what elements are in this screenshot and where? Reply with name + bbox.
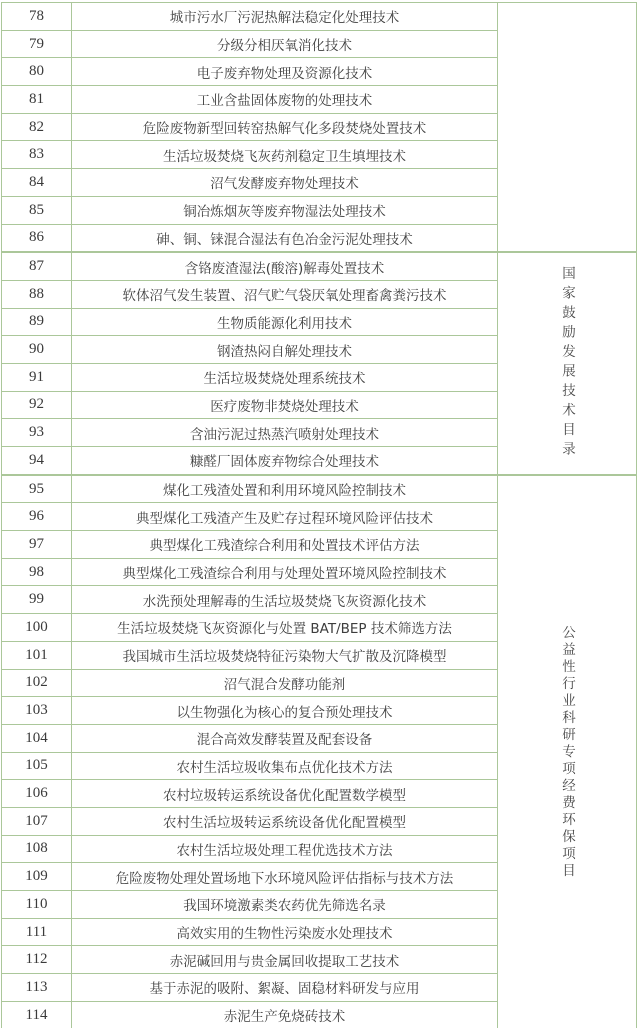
- tech-name: 生活垃圾焚烧飞灰资源化与处置 BAT/BEP 技术筛选方法: [72, 614, 498, 642]
- tech-name: 赤泥生产免烧砖技术: [72, 1001, 498, 1028]
- tech-name: 生物质能源化利用技术: [72, 308, 498, 336]
- row-number: 86: [2, 224, 72, 252]
- tech-name: 医疗废物非焚烧处理技术: [72, 391, 498, 419]
- tech-name: 糠醛厂固体废弃物综合处理技术: [72, 447, 498, 475]
- tech-name: 含油污泥过热蒸汽喷射处理技术: [72, 419, 498, 447]
- row-number: 100: [2, 614, 72, 642]
- row-number: 96: [2, 503, 72, 531]
- tech-name: 赤泥碱回用与贵金属回收提取工艺技术: [72, 946, 498, 974]
- row-number: 113: [2, 974, 72, 1002]
- row-number: 106: [2, 780, 72, 808]
- row-number: 95: [2, 475, 72, 503]
- table-row: [2, 3, 637, 31]
- row-number: 105: [2, 752, 72, 780]
- tech-name: 钢渣热闷自解处理技术: [72, 336, 498, 364]
- tech-name: 我国城市生活垃圾焚烧特征污染物大气扩散及沉降模型: [72, 641, 498, 669]
- row-number: 114: [2, 1001, 72, 1028]
- tech-name: 生活垃圾焚烧处理系统技术: [72, 363, 498, 391]
- row-number: 108: [2, 835, 72, 863]
- tech-name: 电子废弃物处理及资源化技术: [72, 58, 498, 86]
- row-number: 94: [2, 447, 72, 475]
- row-number: 104: [2, 724, 72, 752]
- tech-name: 铜冶炼烟灰等废弃物湿法处理技术: [72, 196, 498, 224]
- group-label: 国家鼓励发展技术目录: [559, 265, 575, 461]
- row-number: 107: [2, 807, 72, 835]
- table-body: [2, 3, 637, 1028]
- row-number: 78: [2, 3, 72, 31]
- row-number: 89: [2, 308, 72, 336]
- table-row: [2, 475, 637, 503]
- tech-name: 以生物强化为核心的复合预处理技术: [72, 697, 498, 725]
- tech-name: 沼气发酵废弃物处理技术: [72, 169, 498, 197]
- tech-name: 危险废物处理处置场地下水环境风险评估指标与技术方法: [72, 863, 498, 891]
- group-label: 公益性行业科研专项经费环保项目: [559, 624, 575, 880]
- row-number: 85: [2, 196, 72, 224]
- row-number: 103: [2, 697, 72, 725]
- tech-name: 砷、铜、铼混合湿法有色冶金污泥处理技术: [72, 224, 498, 252]
- row-number: 88: [2, 280, 72, 308]
- tech-name: 农村生活垃圾转运系统设备优化配置模型: [72, 807, 498, 835]
- row-number: 93: [2, 419, 72, 447]
- tech-name: 沼气混合发酵功能剂: [72, 669, 498, 697]
- tech-name: 危险废物新型回转窑热解气化多段焚烧处置技术: [72, 113, 498, 141]
- table-row: [2, 252, 637, 280]
- row-number: 109: [2, 863, 72, 891]
- tech-name: 含铬废渣湿法(酸溶)解毒处置技术: [72, 252, 498, 280]
- tech-name: 生活垃圾焚烧飞灰药剂稳定卫生填埋技术: [72, 141, 498, 169]
- group-label-cell: [498, 475, 637, 1028]
- tech-name: 我国环境激素类农药优先筛选名录: [72, 891, 498, 919]
- tech-name: 分级分相厌氧消化技术: [72, 30, 498, 58]
- tech-name: 水洗预处理解毒的生活垃圾焚烧飞灰资源化技术: [72, 586, 498, 614]
- row-number: 101: [2, 641, 72, 669]
- row-number: 79: [2, 30, 72, 58]
- technology-catalog-table: [1, 2, 637, 1028]
- row-number: 81: [2, 86, 72, 114]
- tech-name: 混合高效发酵装置及配套设备: [72, 724, 498, 752]
- tech-name: 农村垃圾转运系统设备优化配置数学模型: [72, 780, 498, 808]
- tech-name: 软体沼气发生装置、沼气贮气袋厌氧处理畜禽粪污技术: [72, 280, 498, 308]
- tech-name: 工业含盐固体废物的处理技术: [72, 86, 498, 114]
- tech-name: 高效实用的生物性污染废水处理技术: [72, 918, 498, 946]
- row-number: 82: [2, 113, 72, 141]
- tech-name: 典型煤化工残渣综合利用与处理处置环境风险控制技术: [72, 558, 498, 586]
- row-number: 110: [2, 891, 72, 919]
- row-number: 92: [2, 391, 72, 419]
- row-number: 90: [2, 336, 72, 364]
- row-number: 84: [2, 169, 72, 197]
- tech-name: 农村生活垃圾收集布点优化技术方法: [72, 752, 498, 780]
- tech-name: 农村生活垃圾处理工程优选技术方法: [72, 835, 498, 863]
- tech-name: 典型煤化工残渣综合利用和处置技术评估方法: [72, 531, 498, 559]
- row-number: 80: [2, 58, 72, 86]
- row-number: 91: [2, 363, 72, 391]
- row-number: 102: [2, 669, 72, 697]
- row-number: 83: [2, 141, 72, 169]
- row-number: 112: [2, 946, 72, 974]
- group-label-cell: [498, 252, 637, 475]
- tech-name: 煤化工残渣处置和利用环境风险控制技术: [72, 475, 498, 503]
- tech-name: 基于赤泥的吸附、絮凝、固稳材料研发与应用: [72, 974, 498, 1002]
- row-number: 99: [2, 586, 72, 614]
- group-label-cell: [498, 3, 637, 253]
- tech-name: 城市污水厂污泥热解法稳定化处理技术: [72, 3, 498, 31]
- row-number: 98: [2, 558, 72, 586]
- row-number: 87: [2, 252, 72, 280]
- row-number: 97: [2, 531, 72, 559]
- tech-name: 典型煤化工残渣产生及贮存过程环境风险评估技术: [72, 503, 498, 531]
- row-number: 111: [2, 918, 72, 946]
